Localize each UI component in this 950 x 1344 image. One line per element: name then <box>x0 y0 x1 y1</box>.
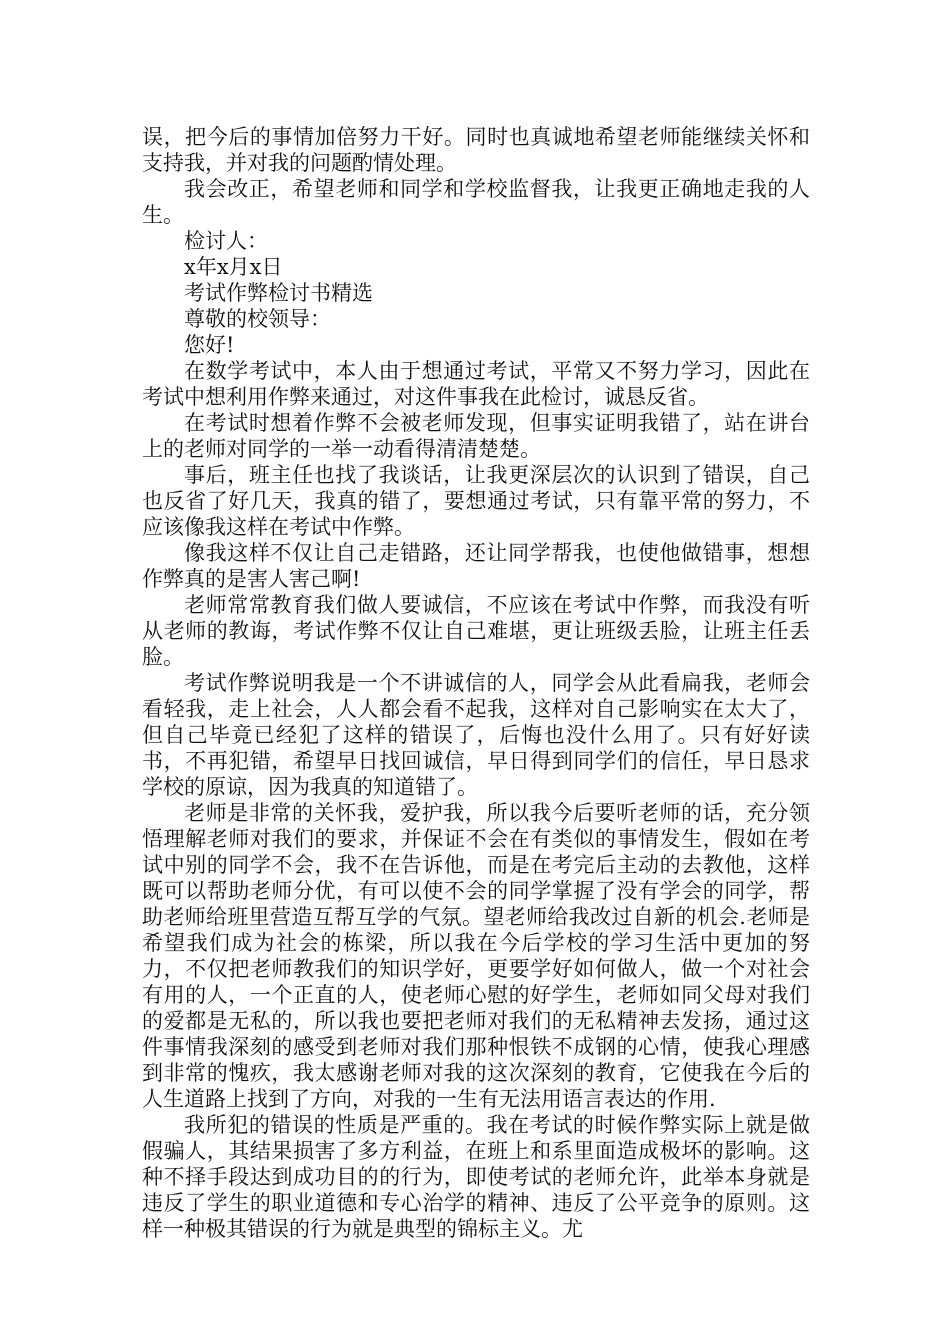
signature-label: 检讨人： <box>184 229 268 253</box>
paragraph: 老师是非常的关怀我，爱护我，所以我今后要听老师的话，充分领悟理解老师对我们的要求，并保证不会在有类似的事情发生，假如在考试中别的同学不会，我不在告诉他，而是在考完后主动的去教他，这样既可以帮助老师分优，有可以使不会的同学掌握了没有学会的同学，帮助老师给班里营造互帮互学的气氛。望老师给我改过自新的机会.老师是希望我们成为社会的栋梁，所以我在今后学校的学习生活中更加的努力，不仅把老师教我们的知识学好，更要学好如何做人，做一个对社会有用的人，一个正直的人，使老师心慰的好学生，老师如同父母对我们的爱都是无私的，所以我也要把老师对我们的无私精神去发扬，通过这件事情我深刻的感受到老师对我们那种恨铁不成钢的心情，使我心理感到非常的愧疚，我太感谢老师对我的这次深刻的教育，它使我在今后的人生道路上找到了方向，对我的一生有无法用语言表达的作用. <box>142 801 810 1111</box>
date-line: x年x月x日 <box>184 255 283 279</box>
paragraph: 在考试时想着作弊不会被老师发现，但事实证明我错了，站在讲台上的老师对同学的一举一动看得清清楚楚。 <box>142 411 810 461</box>
paragraph: 我所犯的错误的性质是严重的。我在考试的时候作弊实际上就是做假骗人，其结果损害了多方利益，在班上和系里面造成极坏的影响。这种不择手段达到成功目的的行为，即使考试的老师允许，此举本身就是违反了学生的职业道德和专心治学的精神、违反了公平竞争的原则。这样一种极其错误的行为就是典型的锦标主义。尤 <box>142 1113 810 1241</box>
paragraph: 考试作弊说明我是一个不讲诚信的人，同学会从此看扁我，老师会看轻我，走上社会，人人都会看不起我，这样对自己影响实在太大了，但自己毕竟已经犯了这样的错误了，后悔也没什么用了。只有好好读书，不再犯错，希望早日找回诚信，早日得到同学们的信任，早日恳求学校的原谅，因为我真的知道错了。 <box>142 671 810 799</box>
section-title: 考试作弊检讨书精选 <box>184 281 373 305</box>
paragraph: 在数学考试中，本人由于想通过考试，平常又不努力学习，因此在考试中想利用作弊来通过，对这件事我在此检讨，诚恳反省。 <box>142 359 810 409</box>
greeting: 您好! <box>184 333 235 357</box>
paragraph: 我会改正，希望老师和同学和学校监督我，让我更正确地走我的人生。 <box>142 177 810 227</box>
paragraph: 误，把今后的事情加倍努力干好。同时也真诚地希望老师能继续关怀和支持我，并对我的问题酌情处理。 <box>142 125 810 175</box>
document-body <box>142 124 810 1242</box>
paragraph: 像我这样不仅让自己走错路，还让同学帮我，也使他做错事，想想作弊真的是害人害己啊! <box>142 541 810 591</box>
paragraph: 事后，班主任也找了我谈话，让我更深层次的认识到了错误，自己也反省了好几天，我真的错了，要想通过考试，只有靠平常的努力，不应该像我这样在考试中作弊。 <box>142 463 810 539</box>
salutation: 尊敬的校领导： <box>184 307 331 331</box>
paragraph: 老师常常教育我们做人要诚信，不应该在考试中作弊，而我没有听从老师的教诲，考试作弊不仅让自己难堪，更让班级丢脸，让班主任丢脸。 <box>142 593 810 669</box>
